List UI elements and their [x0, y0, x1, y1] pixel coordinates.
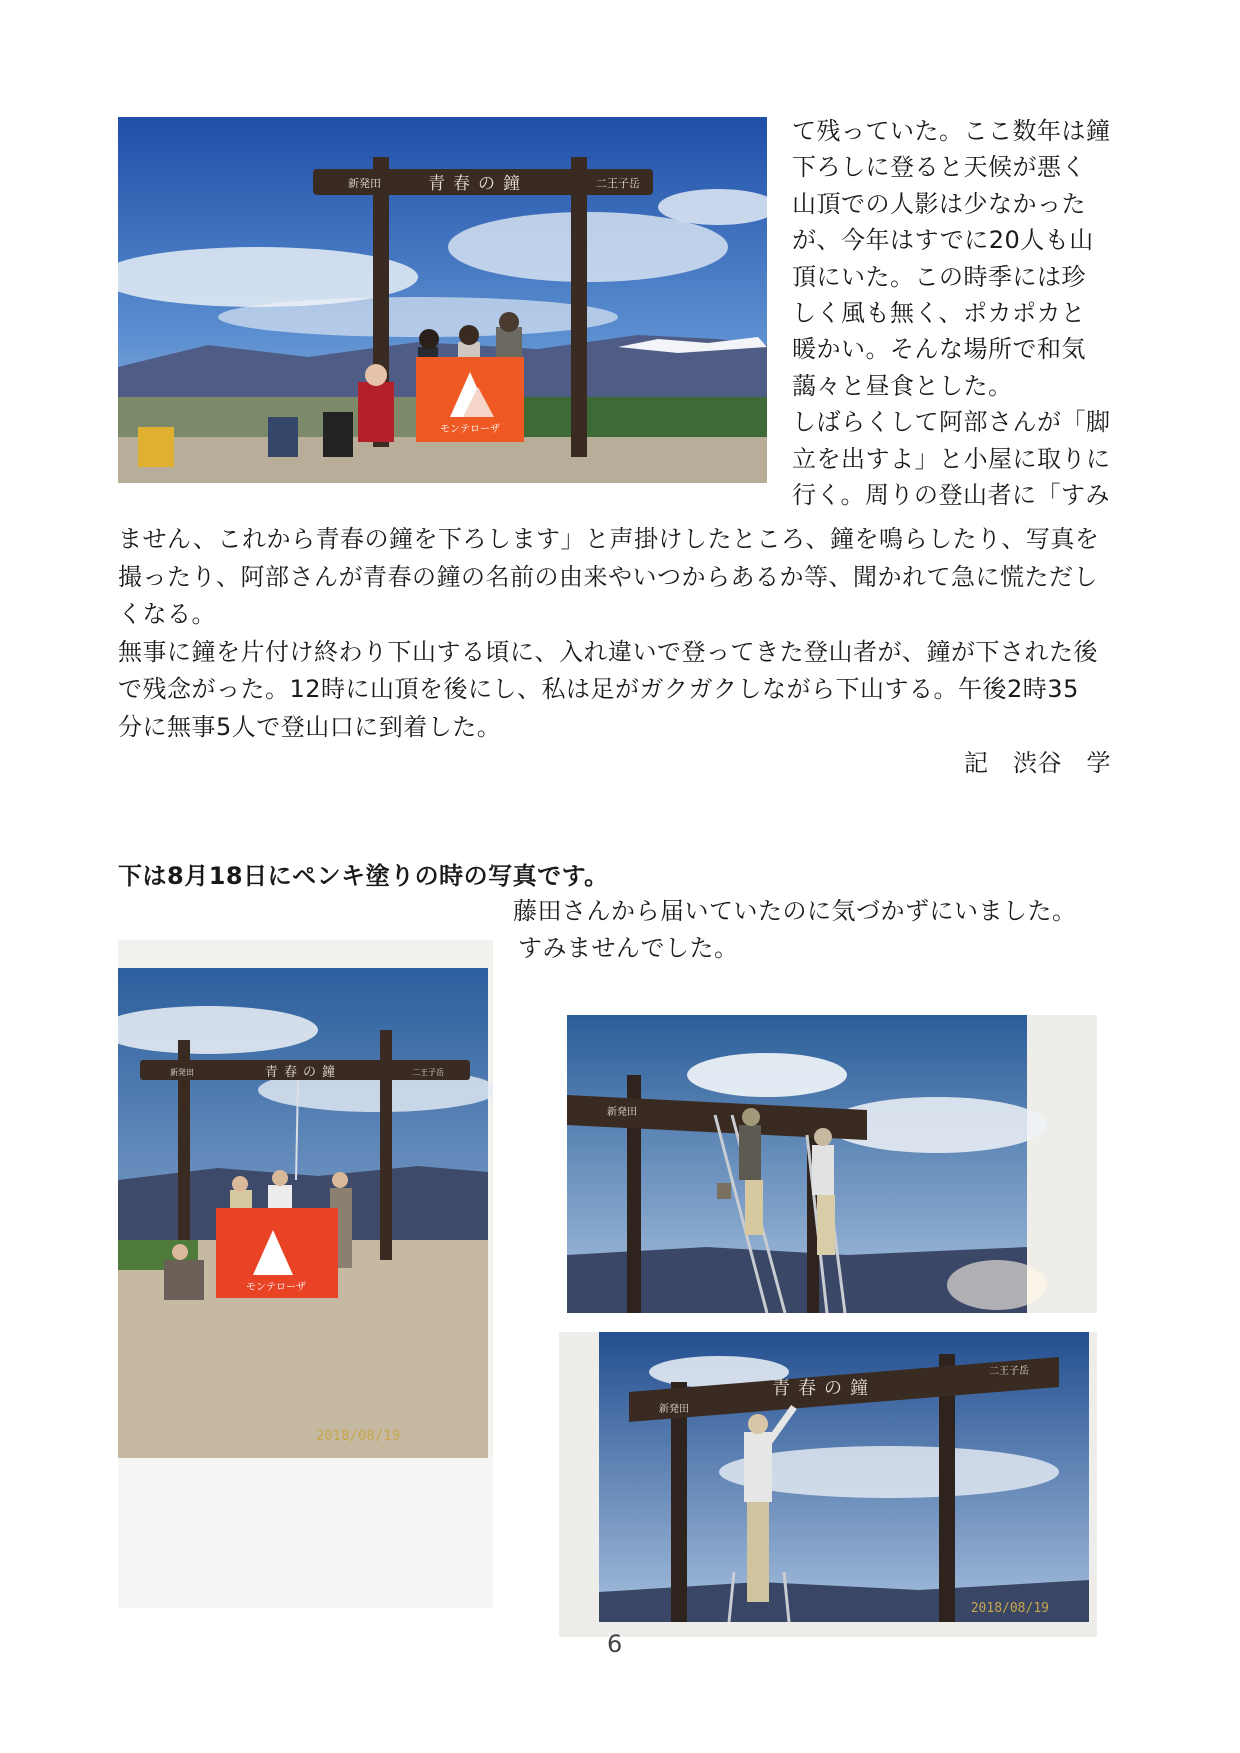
sign-right-text-4: 二王子岳 [989, 1366, 1029, 1377]
side-text-line: が、今年はすでに20人も山 [792, 226, 1094, 255]
side-text-line: 下ろしに登ると天候が悪く [792, 153, 1086, 182]
side-text-line: 立を出すよ」と小屋に取りに [792, 444, 1111, 473]
section-heading: 下は8月18日にペンキ塗りの時の写真です。 [118, 862, 609, 890]
date-stamp-1: 2018/08/19 [315, 1428, 401, 1444]
full-text-line: で残念がった。12時に山頂を後にし、私は足がガクガクしながら下山する。午後2時35 [118, 675, 1079, 704]
full-text-line: ません、これから青春の鐘を下ろします」と声掛けしたところ、鐘を鳴らしたり、写真を [118, 525, 1100, 553]
sign-right-text-2: 二王子岳 [412, 1068, 444, 1077]
flag-text: モンテローザ [440, 424, 500, 435]
section-note-line1: 藤田さんから届いていたのに気づかずにいました。 [513, 897, 1077, 925]
side-text-line: 藹々と昼食とした。 [792, 371, 1013, 400]
date-stamp-2: 2018/08/19 [970, 1601, 1049, 1616]
page-number: 6 [607, 1630, 623, 1658]
sign-left-text-2: 新発田 [170, 1068, 194, 1077]
section-note-line2: すみませんでした。 [518, 934, 739, 962]
author-line: 記 渋谷 学 [964, 749, 1111, 777]
side-text-line: 山頂での人影は少なかった [792, 189, 1086, 218]
side-text-line: しく風も無く、ポカポカと [792, 299, 1086, 327]
painting-group-photo [118, 940, 493, 1608]
full-text-line: 撮ったり、阿部さんが青春の鐘の名前の由来やいつからあるか等、聞かれて急に慌ただし [118, 562, 1098, 591]
sign-right-text: 二王子岳 [596, 177, 640, 190]
sign-center-text-2: 青春の鐘 [264, 1065, 342, 1080]
sign-left-text: 新発田 [348, 177, 381, 190]
full-text-line: 分に無事5人で登山口に到着した。 [118, 713, 502, 741]
sign-center-text-4: 青春の鐘 [772, 1378, 876, 1399]
full-text-line: くなる。 [118, 600, 216, 629]
sign-left-text-4: 新発田 [659, 1404, 689, 1415]
side-text-line: しばらくして阿部さんが「脚 [792, 408, 1111, 437]
single-painter-photo [559, 1332, 1097, 1637]
full-text-line: 無事に鐘を片付け終わり下山する頃に、入れ違いで登ってきた登山者が、鐘が下された後 [118, 637, 1098, 666]
sign-left-text-3: 新発田 [607, 1107, 637, 1118]
ladder-painting-photo [567, 1015, 1097, 1313]
side-text-line: 行く。周りの登山者に「すみ [792, 481, 1111, 509]
side-text-line: て残っていた。ここ数年は鐘 [792, 117, 1111, 145]
side-text-line: 暖かい。そんな場所で和気 [792, 335, 1086, 364]
flag-text-2: モンテローザ [246, 1282, 306, 1293]
summit-group-photo [118, 117, 767, 483]
side-text-line: 頂にいた。この時季には珍 [792, 262, 1086, 291]
sign-center-text: 青春の鐘 [428, 174, 528, 194]
